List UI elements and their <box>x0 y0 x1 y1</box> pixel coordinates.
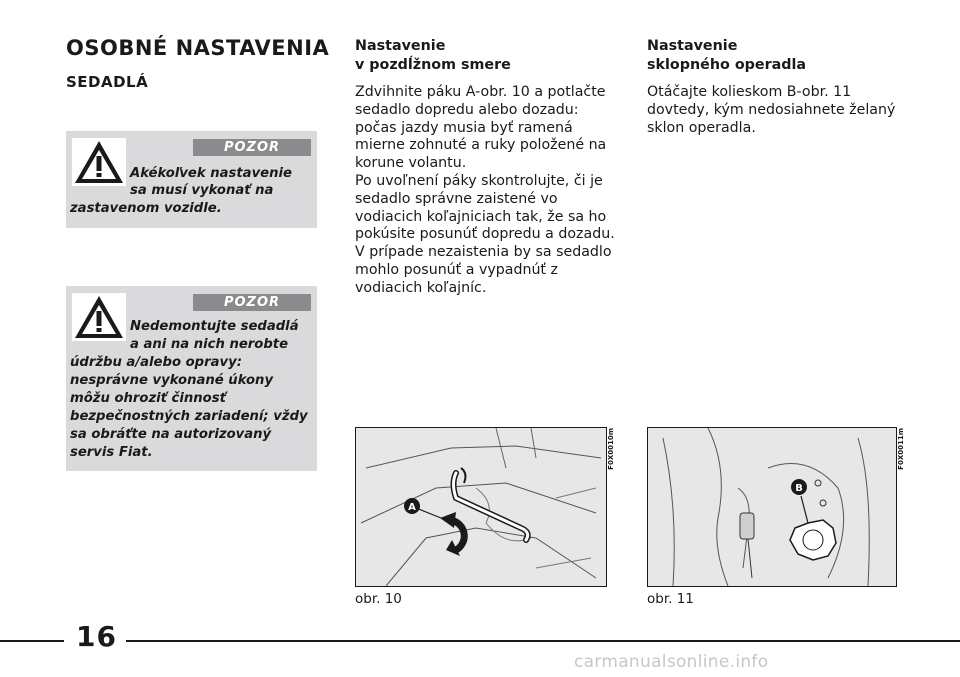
middle-body-line: počas jazdy musia byť ramená <box>355 119 573 136</box>
right-heading-line: Nastavenie <box>647 38 738 54</box>
warning-line: bezpečnostných zariadení; vždy <box>70 409 308 424</box>
page-number: 16 <box>76 620 117 653</box>
warning-line: sa musí vykonať na <box>130 183 274 198</box>
middle-body-line: korune volantu. <box>355 155 467 172</box>
warning-line: môžu ohroziť činnosť <box>70 391 226 406</box>
figure-10 <box>355 427 607 587</box>
right-column <box>647 37 907 137</box>
middle-body-line: sedadlo správne zaistené vo <box>355 190 558 207</box>
middle-body-line: vodiacich koľajniciach tak, že sa ho <box>355 208 607 225</box>
figure-10-caption: obr. 10 <box>355 591 402 607</box>
warning-line: údržbu a/alebo opravy: <box>70 355 242 370</box>
warning-triangle-icon <box>72 293 126 341</box>
callout-a-label: A <box>408 502 416 513</box>
middle-column <box>355 37 615 298</box>
right-body-line: dovtedy, kým nedosiahnete želaný <box>647 101 896 118</box>
middle-body-line: mohlo posunúť a vypadnúť z <box>355 261 558 278</box>
middle-body-line: vodiacich koľajníc. <box>355 279 487 296</box>
warning-triangle-icon <box>72 138 126 186</box>
figure-11-code: F0X0011m <box>897 428 905 470</box>
warning-line: Akékoľvek nastavenie <box>130 166 292 181</box>
warning-line: nesprávne vykonané úkony <box>70 373 274 388</box>
warning-line: servis Fiat. <box>70 445 153 460</box>
figure-10-code: F0X0010m <box>607 428 615 470</box>
warning-line: a ani na nich nerobte <box>130 337 289 352</box>
footer-rule-left <box>0 640 64 642</box>
middle-body-line: Zdvihnite páku A-obr. 10 a potlačte <box>355 84 606 100</box>
warning-header: POZOR <box>193 139 311 156</box>
right-body-line: Otáčajte kolieskom B-obr. 11 <box>647 84 852 100</box>
warning-header: POZOR <box>193 294 311 311</box>
right-heading-line: sklopného operadla <box>647 57 807 73</box>
middle-heading-line: v pozdĺžnom smere <box>355 57 511 73</box>
figure-11-caption: obr. 11 <box>647 591 694 607</box>
warning-line: Nedemontujte sedadlá <box>130 319 299 334</box>
figure-11 <box>647 427 897 587</box>
warning-box-1 <box>66 131 317 228</box>
seat-lever-illustration <box>356 428 606 586</box>
footer-rule-right <box>126 640 960 642</box>
warning-line: zastavenom vozidle. <box>70 201 222 216</box>
right-body-line: sklon operadla. <box>647 119 756 136</box>
recline-knob-illustration <box>648 428 896 586</box>
middle-body-line: sedadlo dopredu alebo dozadu: <box>355 101 579 118</box>
watermark[interactable]: carmanualsonline.info <box>574 652 769 672</box>
middle-heading-line: Nastavenie <box>355 38 446 54</box>
middle-body-line: Po uvoľnení páky skontrolujte, či je <box>355 172 603 189</box>
warning-box-2 <box>66 286 317 471</box>
middle-body-line: mierne zohnuté a ruky položené na <box>355 137 607 154</box>
middle-body-line: pokúsite posunúť dopredu a dozadu. <box>355 226 615 243</box>
section-subtitle: SEDADLÁ <box>66 73 149 91</box>
section-title: OSOBNÉ NASTAVENIA <box>66 36 330 60</box>
callout-b-label: B <box>795 483 803 494</box>
middle-body-line: V prípade nezaistenia by sa sedadlo <box>355 244 612 261</box>
warning-line: sa obráťte na autorizovaný <box>70 427 272 442</box>
